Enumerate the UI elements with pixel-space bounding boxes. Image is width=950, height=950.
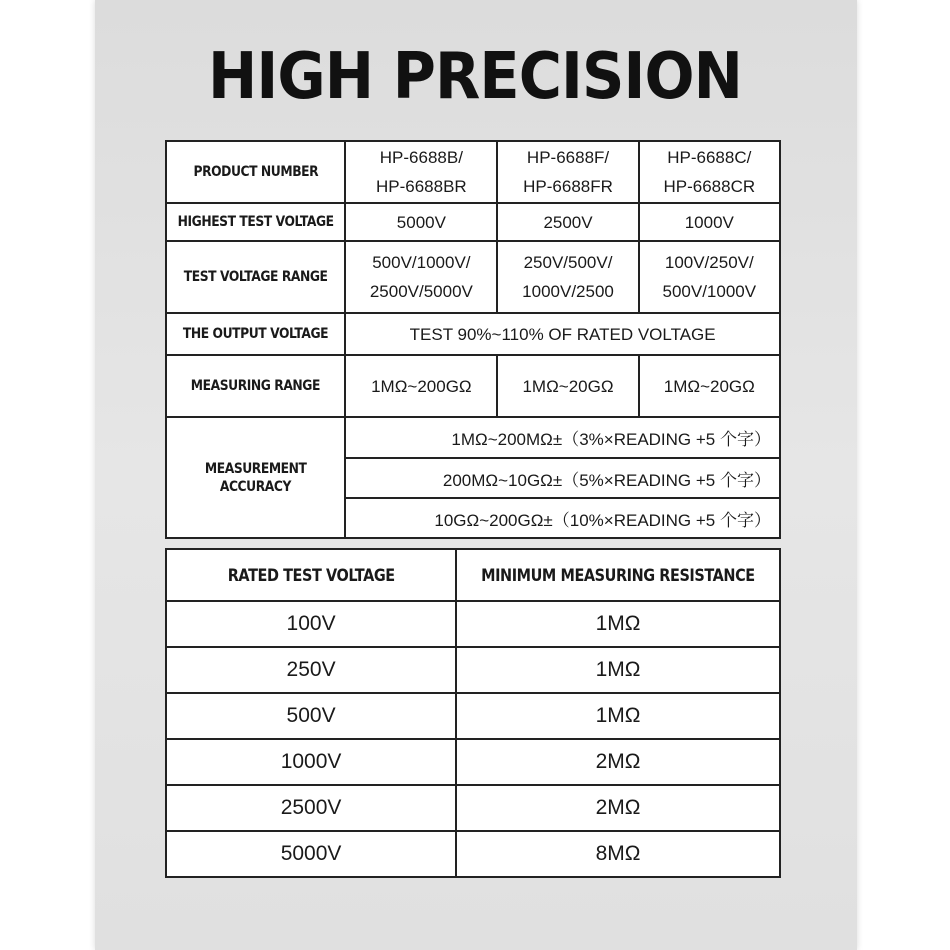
rated-voltage-cell: 5000V: [166, 831, 456, 877]
measuring-range-cell: 1MΩ~200GΩ: [345, 355, 497, 417]
column-header: MINIMUM MEASURING RESISTANCE: [456, 549, 780, 601]
table-header: [166, 549, 780, 601]
column-header: RATED TEST VOLTAGE: [166, 549, 456, 601]
page-title: HIGH PRECISION: [208, 40, 742, 114]
voltage-range-cell: 250V/500V/ 1000V/2500: [497, 241, 638, 313]
row-label: THE OUTPUT VOLTAGE: [166, 313, 345, 355]
test-voltage-range-row: [166, 241, 780, 313]
voltage-range-cell: 100V/250V/ 500V/1000V: [639, 241, 780, 313]
rated-voltage-resistance-table: [165, 548, 781, 878]
highest-voltage-cell: 5000V: [345, 203, 497, 241]
rated-voltage-cell: 2500V: [166, 785, 456, 831]
rated-voltage-cell: 250V: [166, 647, 456, 693]
table-row: [166, 693, 780, 739]
rated-voltage-cell: 1000V: [166, 739, 456, 785]
min-resistance-cell: 1MΩ: [456, 601, 780, 647]
table-row: [166, 647, 780, 693]
table-row: [166, 785, 780, 831]
specification-table: [165, 140, 781, 539]
measuring-range-row: [166, 355, 780, 417]
measuring-range-cell: 1MΩ~20GΩ: [497, 355, 638, 417]
measurement-accuracy-row: [166, 417, 780, 458]
output-voltage-row: [166, 313, 780, 355]
rated-voltage-cell: 100V: [166, 601, 456, 647]
rated-voltage-cell: 500V: [166, 693, 456, 739]
highest-test-voltage-row: [166, 203, 780, 241]
accuracy-cell: 10GΩ~200GΩ±（10%×READING +5 个字）: [345, 498, 780, 538]
product-number-cell: HP-6688F/ HP-6688FR: [497, 141, 638, 203]
accuracy-cell: 1MΩ~200MΩ±（3%×READING +5 个字）: [345, 417, 780, 458]
min-resistance-cell: 2MΩ: [456, 785, 780, 831]
highest-voltage-cell: 2500V: [497, 203, 638, 241]
highest-voltage-cell: 1000V: [639, 203, 780, 241]
min-resistance-cell: 8MΩ: [456, 831, 780, 877]
min-resistance-cell: 1MΩ: [456, 647, 780, 693]
row-label: MEASUREMENT ACCURACY: [166, 417, 345, 538]
product-number-row: [166, 141, 780, 203]
output-voltage-cell: TEST 90%~110% OF RATED VOLTAGE: [345, 313, 780, 355]
row-label: TEST VOLTAGE RANGE: [166, 241, 345, 313]
min-resistance-cell: 1MΩ: [456, 693, 780, 739]
table-row: [166, 831, 780, 877]
voltage-range-cell: 500V/1000V/ 2500V/5000V: [345, 241, 497, 313]
row-label: MEASURING RANGE: [166, 355, 345, 417]
table-row: [166, 739, 780, 785]
table-row: [166, 601, 780, 647]
row-label: HIGHEST TEST VOLTAGE: [166, 203, 345, 241]
min-resistance-cell: 2MΩ: [456, 739, 780, 785]
accuracy-cell: 200MΩ~10GΩ±（5%×READING +5 个字）: [345, 458, 780, 498]
product-number-cell: HP-6688B/ HP-6688BR: [345, 141, 497, 203]
product-number-cell: HP-6688C/ HP-6688CR: [639, 141, 780, 203]
row-label: PRODUCT NUMBER: [166, 141, 345, 203]
measuring-range-cell: 1MΩ~20GΩ: [639, 355, 780, 417]
